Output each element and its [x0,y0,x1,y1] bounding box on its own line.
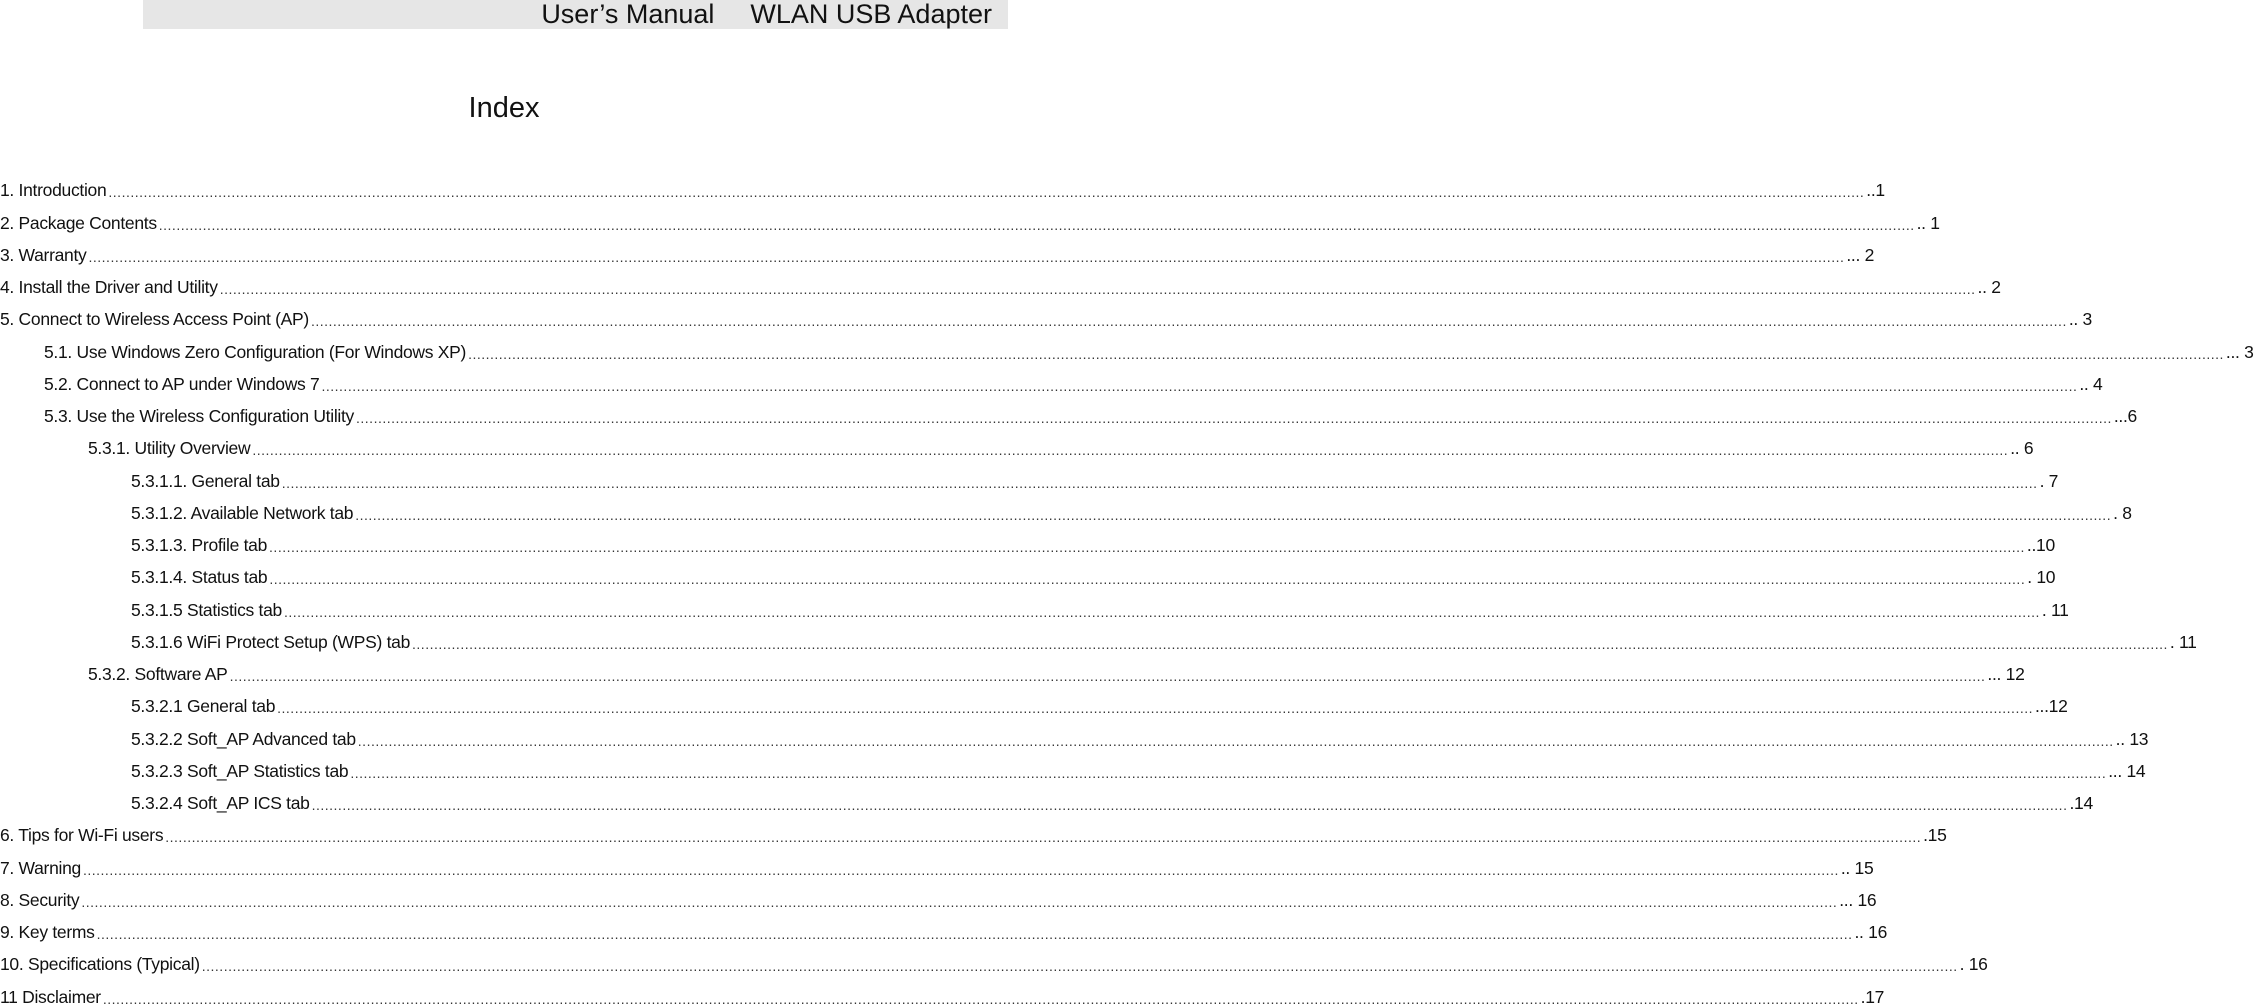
running-header [143,0,1008,29]
toc-entry-page: .. 2 [1977,277,2001,297]
toc-entry-page: ..10 [2026,535,2055,555]
toc-entry-label: 5.3.1.2. Available Network tab [131,502,354,523]
toc-entry-label: 10. Specifications (Typical) [0,954,200,975]
toc-dot-leader: ................................................................................................................................................................................................................................................................................................................................................................................................................ [158,216,1915,233]
toc-dot-leader: ................................................................................................................................................................................................................................................................................................................................................................................................................ [269,539,2025,555]
toc-entry-page: . 8 [2113,502,2132,523]
toc-dot-leader: ................................................................................................................................................................................................................................................................................................................................................................................................................ [88,248,1845,265]
toc-entry[interactable] [0,943,1988,975]
toc-entry-label: 5. Connect to Wireless Access Point (AP) [0,309,309,330]
toc-entry-label: 9. Key terms [0,922,95,942]
toc-entry[interactable] [0,911,1888,943]
toc-entry-page: . 7 [2039,470,2059,491]
toc-dot-leader: ................................................................................................................................................................................................................................................................................................................................................................................................................ [219,281,1976,297]
toc-entry[interactable] [0,975,1885,1007]
header-manual-label: User’s Manual [541,0,715,29]
toc-entry-page: ...12 [2035,696,2068,717]
toc-dot-leader: ................................................................................................................................................................................................................................................................................................................................................................................................................ [252,442,2009,459]
toc-dot-leader: ................................................................................................................................................................................................................................................................................................................................................................................................................ [108,184,1865,201]
toc-entry-label: 3. Warranty [0,244,87,265]
toc-entry-label: 5.3.1.3. Profile tab [131,535,268,555]
toc-entry-page: .17 [1860,986,1885,1007]
toc-entry-label: 5.3.1. Utility Overview [88,438,251,459]
toc-entry[interactable] [0,556,2056,588]
toc-dot-leader: ................................................................................................................................................................................................................................................................................................................................................................................................................ [356,410,2112,426]
toc-entry-label: 11 Disclaimer [0,986,101,1007]
toc-entry-label: 5.3.2.4 Soft_AP ICS tab [131,793,310,813]
header-product-label: WLAN USB Adapter [750,0,992,29]
toc-entry-label: 5.3.1.4. Status tab [131,567,268,588]
toc-dot-leader: ................................................................................................................................................................................................................................................................................................................................................................................................................ [321,377,2078,394]
toc-entry-page: .. 13 [2115,728,2149,749]
toc-dot-leader: ................................................................................................................................................................................................................................................................................................................................................................................................................ [310,313,2067,330]
toc-dot-leader: ................................................................................................................................................................................................................................................................................................................................................................................................................ [277,700,2033,717]
toc-entry[interactable] [0,685,2068,717]
toc-entry[interactable] [0,363,2103,395]
toc-entry[interactable] [0,717,2149,749]
toc-entry[interactable] [0,234,1875,266]
toc-entry[interactable] [0,395,2137,427]
toc-entry-label: 8. Security [0,889,80,910]
toc-entry[interactable] [0,169,1885,201]
toc-entry-page: .15 [1923,825,1947,846]
toc-entry[interactable] [0,298,2092,330]
toc-entry-page: .14 [2069,793,2093,813]
toc-entry-page: ... 3 [2225,341,2254,362]
toc-entry[interactable] [0,330,2254,362]
toc-entry[interactable] [0,492,2132,524]
toc-dot-leader: ................................................................................................................................................................................................................................................................................................................................................................................................................ [350,764,2107,781]
toc-entry-page: ... 2 [1846,244,1875,265]
toc-entry-label: 5.1. Use Windows Zero Configuration (For Windows XP) [44,341,467,362]
table-of-contents [0,169,2254,1008]
toc-dot-leader: ................................................................................................................................................................................................................................................................................................................................................................................................................ [165,829,1922,846]
toc-dot-leader: ................................................................................................................................................................................................................................................................................................................................................................................................................ [281,474,2038,491]
toc-entry-page: . 11 [2041,599,2069,620]
toc-entry[interactable] [0,879,1877,911]
toc-dot-leader: ................................................................................................................................................................................................................................................................................................................................................................................................................ [355,506,2112,523]
toc-entry-page: . 11 [2169,631,2197,652]
toc-entry[interactable] [0,814,1947,846]
toc-entry-page: .. 6 [2010,438,2034,459]
toc-entry[interactable] [0,782,2093,814]
toc-entry-label: 5.3.1.1. General tab [131,470,280,491]
toc-entry-page: .. 16 [1854,922,1888,942]
toc-entry-page: . 16 [1959,954,1988,975]
toc-entry-page: ... 14 [2108,760,2146,781]
toc-dot-leader: ................................................................................................................................................................................................................................................................................................................................................................................................................ [229,668,1986,684]
toc-entry-page: .. 1 [1916,212,1940,233]
toc-entry[interactable] [0,266,2001,298]
toc-entry[interactable] [0,427,2034,459]
toc-entry-label: 5.3. Use the Wireless Configuration Utility [44,406,355,426]
toc-entry[interactable] [0,653,2025,685]
toc-entry[interactable] [0,459,2059,491]
page-title: Index [468,92,540,124]
toc-dot-leader: ................................................................................................................................................................................................................................................................................................................................................................................................................ [311,797,2068,813]
toc-dot-leader: ................................................................................................................................................................................................................................................................................................................................................................................................................ [201,958,1958,975]
toc-entry-page: .. 3 [2068,309,2092,330]
toc-dot-leader: ................................................................................................................................................................................................................................................................................................................................................................................................................ [102,990,1859,1007]
toc-entry-label: 5.3.2. Software AP [88,664,228,684]
toc-entry-label: 1. Introduction [0,180,107,201]
toc-dot-leader: ................................................................................................................................................................................................................................................................................................................................................................................................................ [96,926,1853,942]
toc-entry-label: 5.2. Connect to AP under Windows 7 [44,373,320,394]
toc-entry-page: ... 12 [1987,664,2025,684]
toc-entry-label: 5.3.2.1 General tab [131,696,276,717]
toc-dot-leader: ................................................................................................................................................................................................................................................................................................................................................................................................................ [412,635,2168,652]
toc-entry[interactable] [0,201,1940,233]
toc-entry-page: ...6 [2113,406,2137,426]
toc-entry[interactable] [0,524,2055,556]
toc-dot-leader: ................................................................................................................................................................................................................................................................................................................................................................................................................ [82,861,1839,878]
toc-entry[interactable] [0,750,2146,782]
toc-entry[interactable] [0,588,2069,620]
toc-entry-page: .. 15 [1840,857,1874,878]
toc-dot-leader: ................................................................................................................................................................................................................................................................................................................................................................................................................ [269,571,2026,588]
toc-entry-page: .. 4 [2079,373,2103,394]
toc-entry-label: 7. Warning [0,857,81,878]
toc-dot-leader: ................................................................................................................................................................................................................................................................................................................................................................................................................ [468,345,2224,362]
toc-entry-label: 5.3.1.5 Statistics tab [131,599,282,620]
toc-entry[interactable] [0,846,1874,878]
toc-entry-label: 5.3.2.3 Soft_AP Statistics tab [131,760,349,781]
toc-entry-label: 2. Package Contents [0,212,157,233]
toc-dot-leader: ................................................................................................................................................................................................................................................................................................................................................................................................................ [357,732,2114,749]
toc-dot-leader: ................................................................................................................................................................................................................................................................................................................................................................................................................ [81,893,1838,910]
toc-entry-label: 5.3.1.6 WiFi Protect Setup (WPS) tab [131,631,411,652]
toc-entry-page: ..1 [1866,180,1885,201]
toc-entry-label: 5.3.2.2 Soft_AP Advanced tab [131,728,356,749]
toc-entry-page: . 10 [2027,567,2056,588]
toc-entry-label: 4. Install the Driver and Utility [0,277,218,297]
toc-dot-leader: ................................................................................................................................................................................................................................................................................................................................................................................................................ [284,603,2040,620]
toc-entry[interactable] [0,621,2197,653]
toc-entry-page: ... 16 [1839,889,1877,910]
toc-entry-label: 6. Tips for Wi-Fi users [0,825,164,846]
